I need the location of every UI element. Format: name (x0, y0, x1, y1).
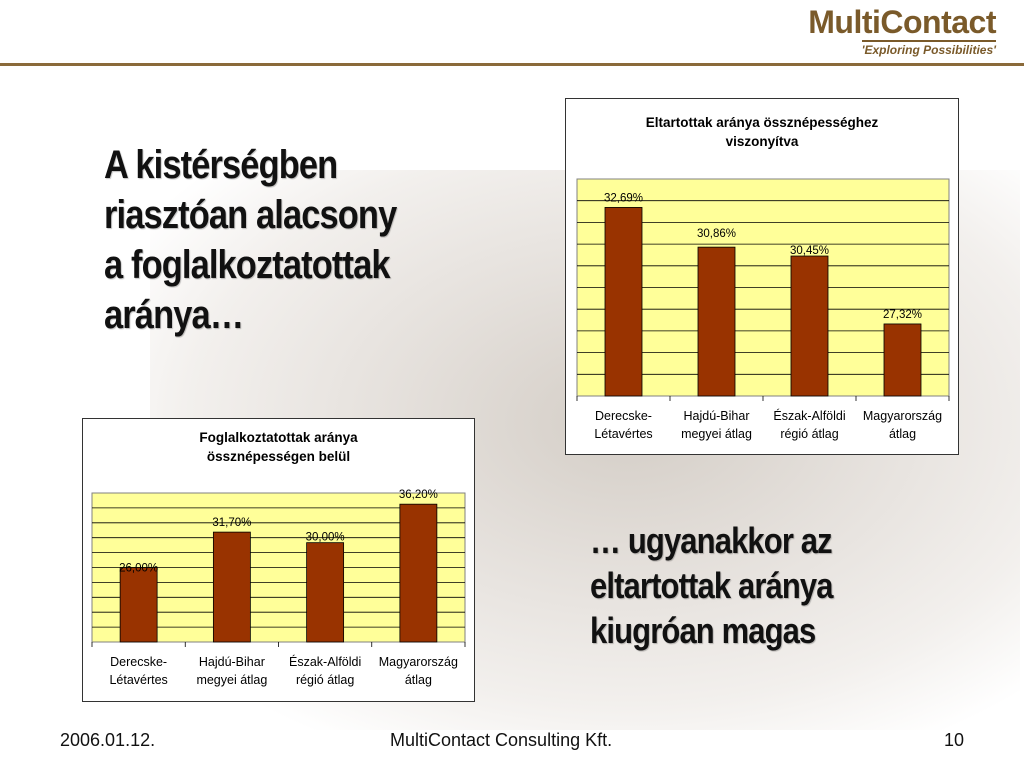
header-divider (0, 63, 1024, 66)
footer-page-number: 10 (944, 730, 965, 750)
headline-left-line: a foglalkoztatottak (104, 243, 390, 287)
bar (605, 207, 642, 396)
x-tick-label: Magyarország (378, 655, 458, 669)
chart-title: Foglalkoztatottak aránya (199, 430, 358, 445)
x-tick-label: megyei átlag (681, 427, 752, 441)
headline-right-line: … ugyanakkor az (590, 520, 832, 561)
logo-name: MultiContact (808, 4, 996, 40)
chart-title: össznépességen belül (206, 449, 351, 464)
headline-left (104, 140, 396, 340)
data-label: 30,86% (696, 228, 737, 241)
bar (213, 532, 250, 642)
x-tick-label: Hajdú-Bihar (683, 409, 750, 423)
x-tick-label: megyei átlag (196, 673, 268, 687)
footer-date: 2006.01.12. (60, 730, 156, 750)
company-logo (808, 4, 996, 59)
logo-tagline: 'Exploring Possibilities' (862, 40, 996, 57)
x-tick-label: átlag (888, 427, 917, 441)
x-tick-label: Észak-Alföldi (289, 655, 362, 669)
x-tick-label: Magyarország (862, 409, 943, 423)
data-label: 30,45% (789, 245, 830, 258)
bar (307, 543, 344, 642)
headline-left-line: aránya… (104, 293, 244, 337)
x-tick-label: Derecske- (595, 409, 652, 423)
x-tick-label: átlag (404, 673, 432, 687)
data-label: 26,00% (119, 562, 159, 575)
chart-title: viszonyítva (725, 134, 799, 149)
data-label: 31,70% (212, 517, 252, 530)
data-label: 36,20% (398, 489, 438, 502)
headline-right-line: kiugróan magas (590, 610, 816, 651)
headline-left-line: A kistérségben (104, 143, 338, 187)
data-label: 27,32% (882, 308, 923, 321)
employment-chart-svg (83, 419, 474, 701)
data-label: 32,69% (603, 192, 644, 205)
bar (120, 568, 157, 643)
chart-title: Eltartottak aránya össznépességhez (645, 115, 879, 130)
data-label: 30,00% (305, 531, 345, 544)
x-tick-label: régió átlag (780, 427, 839, 441)
headline-right (590, 518, 833, 653)
headline-right-line: eltartottak aránya (590, 565, 833, 606)
employment-chart (82, 418, 475, 702)
footer-company: MultiContact Consulting Kft. (390, 730, 613, 750)
x-tick-label: Derecske- (110, 655, 168, 669)
bar (698, 247, 735, 396)
x-tick-label: Észak-Alföldi (773, 409, 846, 423)
x-tick-label: Hajdú-Bihar (198, 655, 265, 669)
bar (791, 256, 828, 396)
x-tick-label: régió átlag (295, 673, 355, 687)
x-tick-label: Létavértes (109, 673, 168, 687)
bar (400, 504, 437, 642)
dependents-chart (565, 98, 959, 455)
x-tick-label: Létavértes (594, 427, 653, 441)
bar (884, 324, 921, 396)
headline-left-line: riasztóan alacsony (104, 193, 397, 237)
dependents-chart-svg (566, 99, 958, 454)
